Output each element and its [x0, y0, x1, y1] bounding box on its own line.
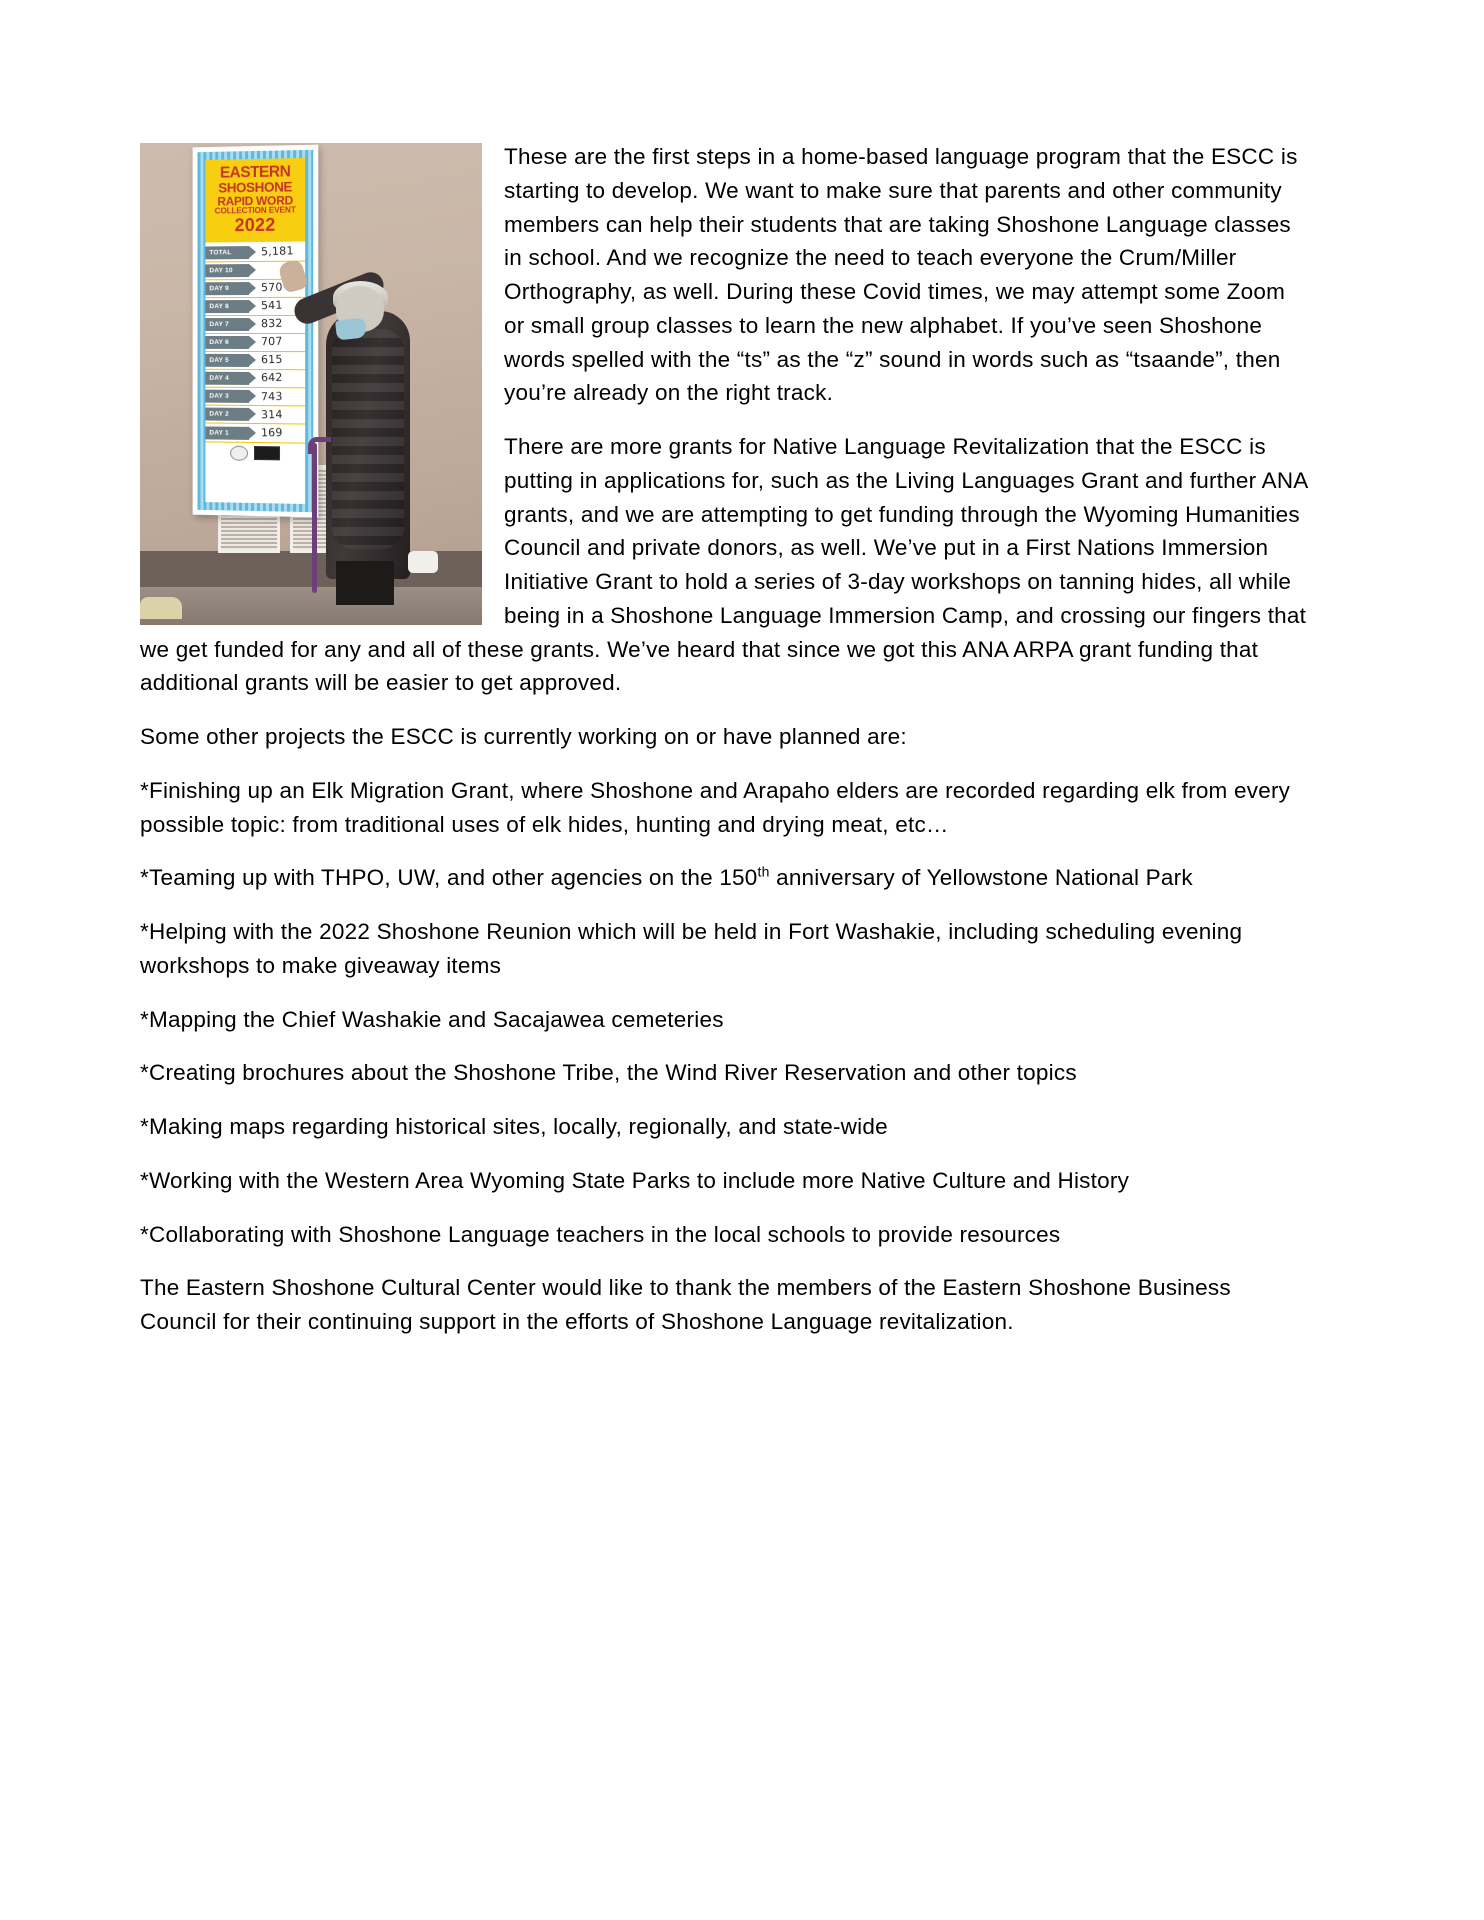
paragraph-closing-thanks: The Eastern Shoshone Cultural Center would like to thank the members of the Eastern Shoshone Business Council for their continuing support in the efforts of Shoshone Language revitalization. [140, 1275, 1231, 1334]
list-item-shoshone-reunion: *Helping with the 2022 Shoshone Reunion which will be held in Fort Washakie, including scheduling evening workshops to make giveaway items [140, 919, 1243, 978]
tally-row-label: TOTAL [205, 246, 249, 259]
list-item-historical-maps: *Making maps regarding historical sites, locally, regionally, and state-wide [140, 1114, 888, 1139]
tally-row-label: DAY 9 [205, 282, 249, 295]
poster-year: 2022 [234, 214, 276, 236]
yellowstone-text-after: anniversary of Yellowstone National Park [769, 865, 1193, 891]
tally-row-value: 832 [260, 316, 283, 331]
poster-title-line-3: RAPID WORD [217, 192, 293, 209]
chair-corner [140, 597, 182, 619]
tally-row-label: DAY 6 [205, 336, 249, 349]
person-hand [277, 258, 308, 293]
list-item-brochures: *Creating brochures about the Shoshone Tribe, the Wind River Reservation and other topics [140, 1060, 1077, 1086]
photo-rapid-word-banner [140, 143, 482, 625]
tally-row-value: 570 [260, 280, 283, 295]
tally-row-label: DAY 5 [205, 354, 249, 367]
person-coat [326, 311, 410, 579]
list-item-elk-migration-grant: *Finishing up an Elk Migration Grant, where Shoshone and Arapaho elders are recorded regarding elk from every possible topic: from traditional uses of elk hides, hunting and drying meat, etc… [140, 777, 1291, 837]
tally-row-label: DAY 7 [205, 318, 249, 331]
list-item-language-teachers: *Collaborating with Shoshone Language teachers in the local schools to provide resources [140, 1221, 1061, 1247]
tally-row-label: DAY 8 [205, 300, 249, 313]
tally-row-label: DAY 10 [205, 264, 249, 277]
poster-title-line-4: COLLECTION EVENT [214, 205, 296, 216]
tally-row-value: 541 [260, 298, 283, 313]
tally-row-value: 707 [260, 335, 283, 349]
poster-title-line-2: SHOSHONE [218, 179, 293, 196]
tally-row-value: 743 [260, 389, 283, 403]
person-pointing [140, 143, 482, 625]
tally-row-label: DAY 3 [205, 390, 249, 403]
document-body [140, 140, 1309, 1359]
paragraph-grants: There are more grants for Native Language Revitalization that the ESCC is putting in applications for, such as the Living Languages Grant and further ANA grants, and we are attempting to get funding through the Wyoming Humanities Council and private donors, as well. We’ve put in a First Nations Immersion Initiative Grant to hold a series of 3-day workshops on tanning hides, all while being in a Shoshone Language Immersion Camp, and crossing our fingers that we get funded for any and all of these grants. We’ve heard that since we got this ANA ARPA grant funding that additional grants will be easier to get approved. [140, 434, 1308, 696]
poster-title-line-1: EASTERN [219, 163, 291, 182]
paragraph-home-based-language-program: These are the first steps in a home-based language program that the ESCC is starting to develop. We want to make sure that parents and other community members can help their students that are taking Shoshone Language classes in school. And we recognize the need to teach everyone the Crum/Miller Orthography, as well. During these Covid times, we may attempt some Zoom or small group classes to learn the new alphabet. If you’ve seen Shoshone words spelled with the “ts” as the “z” sound in words such as “tsaande”, then you’re already on the right track. [504, 144, 1298, 406]
list-item-state-parks: *Working with the Western Area Wyoming State Parks to include more Native Culture and History [140, 1167, 1130, 1193]
ordinal-suffix: th [757, 863, 770, 880]
tally-row-value: 169 [260, 425, 283, 440]
tally-row-label: DAY 4 [205, 372, 249, 385]
cane-shaft [312, 443, 317, 593]
tally-row-value: 642 [260, 371, 283, 385]
power-cord [408, 551, 438, 573]
paragraph-other-projects-intro: Some other projects the ESCC is currently working on or have planned are: [140, 724, 907, 749]
tally-row-value: 5,181 [260, 243, 294, 259]
tally-row-value: 615 [260, 353, 283, 367]
tally-row-label: DAY 1 [205, 426, 249, 439]
person-legs [336, 561, 394, 605]
tally-row-value: 314 [260, 407, 283, 422]
list-item-yellowstone-anniversary [140, 861, 1309, 895]
list-item-cemetery-mapping: *Mapping the Chief Washakie and Sacajawea cemeteries [140, 1006, 724, 1032]
yellowstone-text-before: *Teaming up with THPO, UW, and other agencies on the 150 [140, 865, 758, 891]
tally-row-label: DAY 2 [205, 408, 249, 421]
